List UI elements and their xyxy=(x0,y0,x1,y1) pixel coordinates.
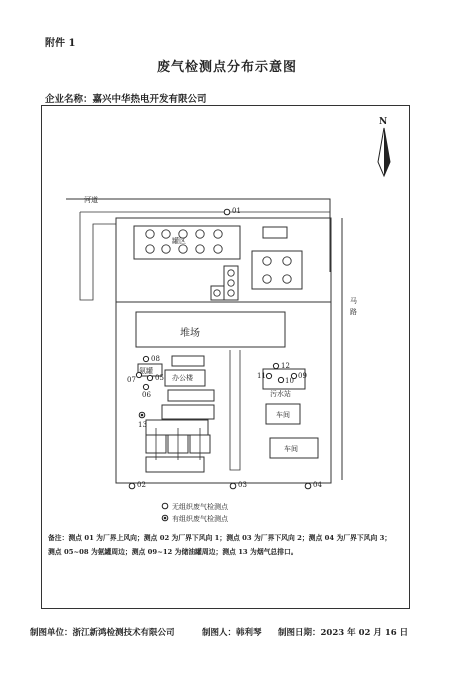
workshop-2-label: 车间 xyxy=(284,445,298,453)
footer-date-label: 制图日期： xyxy=(278,628,321,638)
north-arrow xyxy=(378,128,390,176)
point-10-marker xyxy=(278,377,283,382)
boiler-base xyxy=(146,457,204,472)
tank-area-box xyxy=(134,226,240,259)
point-01-marker xyxy=(224,209,230,215)
point-01-label: 01 xyxy=(232,207,241,215)
company-name: 嘉兴中华热电开发有限公司 xyxy=(92,94,207,105)
page-title: 废气检测点分布示意图 xyxy=(156,60,297,75)
ammonia-tank-label: 氨罐 xyxy=(139,367,153,375)
tank-area-label: 罐区 xyxy=(172,237,186,245)
footer-date xyxy=(278,626,408,638)
office-top-bar xyxy=(172,356,204,366)
river-edge-outer xyxy=(66,199,330,272)
point-03-marker xyxy=(230,483,236,489)
legend-organized: 有组织废气检测点 xyxy=(172,515,228,523)
bar-1 xyxy=(168,390,214,401)
point-04-marker xyxy=(305,483,311,489)
point-10-label: 10 xyxy=(285,377,294,385)
point-03-label: 03 xyxy=(238,481,247,489)
footer-drawer xyxy=(202,626,262,638)
point-12-label: 12 xyxy=(281,362,290,370)
plant-boundary xyxy=(116,218,331,483)
tank-unit-b xyxy=(224,266,238,300)
point-04-label: 04 xyxy=(313,481,322,489)
point-11-marker xyxy=(266,373,271,378)
point-08-marker xyxy=(143,356,148,361)
workshop-1-label: 车间 xyxy=(276,411,290,419)
river-label: 河道 xyxy=(84,196,98,204)
attachment-label: 附件 1 xyxy=(45,38,76,49)
remarks: 备注：测点 01 为厂界上风向；测点 02 为厂界下风向 1；测点 03 为厂界下风向 2；测点 04 为厂界下风向 3；测点 05~08 为氨罐周边；测点 09~12 为储油罐周边；测点 13 为烟气总排口。 xyxy=(48,534,392,556)
tank-unit-a xyxy=(211,286,224,300)
storage-yard-label: 堆场 xyxy=(180,328,200,339)
storage-yard-box xyxy=(136,312,285,347)
footer-unit-label: 制图单位： xyxy=(30,628,73,638)
point-05-marker xyxy=(147,375,152,380)
point-13-label: 13 xyxy=(138,421,147,429)
footer-unit xyxy=(30,626,175,638)
road-label: 马路 xyxy=(350,297,357,316)
office-label: 办公楼 xyxy=(172,374,193,382)
footer-drawer-label: 制图人： xyxy=(202,628,237,638)
point-02-marker xyxy=(129,483,135,489)
small-building xyxy=(263,227,287,238)
company-label: 企业名称： xyxy=(45,94,93,105)
sewage-station-label: 污水站 xyxy=(270,390,291,398)
footer-date-value: 2023 年 02 月 16 日 xyxy=(320,628,409,638)
boiler-top xyxy=(146,420,208,435)
duct xyxy=(230,350,240,470)
footer-drawer-value: 韩利琴 xyxy=(236,628,262,638)
point-12-marker xyxy=(273,363,278,368)
legend-unorganized: 无组织废气检测点 xyxy=(172,503,228,511)
point-05-label: 05 xyxy=(155,374,164,382)
north-label: N xyxy=(379,117,388,127)
point-09-label: 09 xyxy=(298,372,307,380)
point-07-label: 07 xyxy=(127,376,136,384)
road-left xyxy=(80,212,116,300)
point-11-label: 11 xyxy=(257,372,266,380)
point-06-label: 06 xyxy=(142,391,151,399)
bar-2 xyxy=(162,405,214,419)
point-08-label: 08 xyxy=(151,355,160,363)
point-06-marker xyxy=(143,384,148,389)
footer-unit-value: 浙江新鸿检测技术有限公司 xyxy=(72,628,175,638)
oil-tank-box xyxy=(252,251,302,289)
point-02-label: 02 xyxy=(137,481,146,489)
legend-open-marker xyxy=(162,503,168,509)
